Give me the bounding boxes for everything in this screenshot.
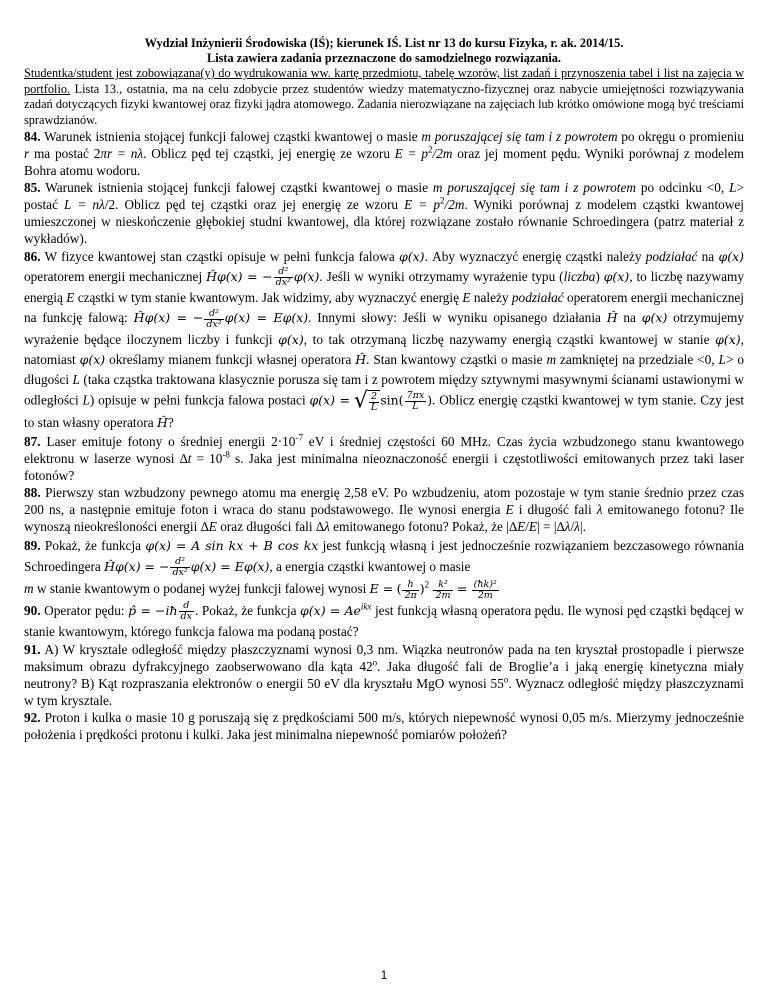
problem-89: 89. Pokaż, że funkcja φ(x) = A sin kx + B cos kx jest funkcją własną i jest jednocześnie rozwiązaniem bezczasowego równania Schroedingera Ĥφ(x) = − $\frac{\text{d²}}{\text{dx²}}$ φ(x) = Eφ(x), a energia cząstki kwantowej o masie m w stanie kwantowym o podanej wyżej funkcji falowej wynosi E = ( $\frac{h}{2\pi}$ )$^2$ $\frac{\text{k²}}{2m}$ = $\frac{\text{(ħk)²}}{2m}$ <box>24 537 745 601</box>
sqrt-2-over-L: √ $\frac{2}{L}$ <box>354 390 380 413</box>
fraction-d2-dx2: $\frac{\text{d²}}{\text{dx²}}$ <box>275 266 291 289</box>
fraction-d-dx: $\frac{d}{dx}$ <box>180 600 192 623</box>
problem-87: 87. Laser emituje fotony o średniej energii $2\cdot 10^{-7}$ eV i średniej częstości 60 MHz. Czas życia wzbudzonego stanu kwantowego elektronu w laserze wynosi $\Delta t = 10^{-8}$ s. Jaka jest minimalna nieoznaczoność energii i częstotliwości emitowanych przez taki laser fotonów? <box>24 432 744 483</box>
intro-paragraph <box>24 66 744 128</box>
problem-86: 86. W fizyce kwantowej stan cząstki opisuje w pełni funkcja falowa φ(x). Aby wyznaczyć energię cząstki należy podziałać na φ(x) operatorem energii mechanicznej Ĥφ(x) = − $\frac{\text{d²}}{\text{dx²}}$ φ(x). Jeśli w wyniki otrzymamy wyrażenie typu (liczba) φ(x), to liczbę nazywamy energią E cząstki w tym stanie kwantowym. Jak widzimy, aby wyznaczyć energię E należy podziałać operatorem energii mechanicznej na funkcję falową: Ĥφ(x) = − $\frac{\text{d²}}{\text{dx²}}$ φ(x) = Eφ(x). Innymi słowy: Jeśli w wyniku opisanego działania Ĥ na φ(x) otrzymujemy wyrażenie będące iloczynem liczby i funkcji φ(x), to tak otrzymaną liczbę nazywamy energią cząstki kwantowej w stanie φ(x), natomiast φ(x) określamy mianem funkcji własnej operatora Ĥ. Stan kwantowy cząstki o masie m zamkniętej na przedziale <0, L> o długości L (taka cząstka traktowana klasycznie porusza się tam i z powrotem między sztywnymi masywnymi ścianami ustawionymi w odległości L) opisuje w pełni funkcja falowa postaci φ(x) = √ $\frac{2}{L}$ sin( $\frac{7\pi x}{L}$ ). Oblicz energię cząstki kwantowej w tym stanie. Czy jest to stan własny operatora Ĥ? <box>24 249 745 430</box>
intro-rest: Lista 13., ostatnia, ma na celu zdobycie przez studentów wiedzy matematyczno-fizycznej oraz nabycie umiejętności rozwiązywania zadań dotyczących fizyki kwantowej oraz fizyki jądra atomowego. Zadania nierozwiązane na zajęciach lub krótko omówione mogą być treściami sprawdzianów. <box>24 81 744 127</box>
problem-85: 85. Warunek istnienia stojącej funkcji falowej cząstki kwantowej o masie m poruszającej się tam i z powrotem po odcinku <0, L> postać L = nλ/2. Oblicz pęd tej cząstki oraz jej energię ze wzoru $E = p^2/2m$. Wyniki porównaj z modelem cząstki kwantowej umieszczonej w nieskończenie głębokiej studni kwantowej, dla której rozwiązane zostało równanie Schroedingera (patrz materiał z wykładów). <box>24 180 744 246</box>
fraction-hk2-2m: $\frac{\text{(ħk)²}}{2m}$ <box>473 578 497 601</box>
problem-91: 91. A) W krysztale odległość między płaszczyznami wynosi 0,3 nm. Wiązka neutronów pada na ten kryształ prostopadle i pierwsze maksimum obrazu dyfrakcyjnego zaobserwowano dla kąta 42$^o$. Jaka długość fali de Broglie’a i jaką energię kinetyczna miały neutrony? B) Kąt rozpraszania elektronów o energii 50 eV dla kryształu MgO wynosi 55$^o$. Wyznacz odległość między płaszczyznami w tym krysztale. <box>24 642 744 709</box>
fraction-d2-dx2-b: $\frac{\text{d²}}{\text{dx²}}$ <box>206 307 222 330</box>
fraction-h-2pi: $\frac{h}{2\pi}$ <box>404 578 417 601</box>
header-line-1: Wydział Inżynierii Środowiska (IŚ); kierunek IŚ. List nr 13 do kursu Fizyka, r. ak. 2014/15. <box>144 36 624 50</box>
fraction-k2-2m: $\frac{\text{k²}}{2m}$ <box>435 578 451 601</box>
page-number: 1 <box>380 968 388 982</box>
intro-underlined: Studentka/student jest zobowiązana(y) do wydrukowania ww. kartę przedmiotu, tabelę wzorów, list zadań i przynoszenia tabel i list na zajęcia w portfolio. <box>24 66 744 96</box>
fraction-7pix-L: $\frac{7\pi x}{L}$ <box>406 389 425 412</box>
fraction-d2-dx2-c: $\frac{\text{d²}}{\text{dx²}}$ <box>172 556 188 579</box>
problem-88: 88. Pierwszy stan wzbudzony pewnego atomu ma energię 2,58 eV. Po wzbudzeniu, atom pozostaje w tym stanie średnio przez czas 200 ns, a następnie emituje foton i wraca do stanu podstawowego. Ile wynosi energia E i długość fali λ emitowanego fotonu? Ile wynoszą nieokreśloności energii ∆E oraz długości fali ∆λ emitowanego fotonu? Pokaż, że |∆E/E| = |∆λ/λ|. <box>24 484 745 534</box>
problem-92: 92. Proton i kulka o masie 10 g poruszają się z prędkościami 500 m/s, których niepewność wynosi 0,05 m/s. Mierzymy jednocześnie położenia i prędkości protonu i kulki. Jaka jest minimalna niepewność pomiarów położeń? <box>24 710 744 743</box>
problem-84: 84. Warunek istnienia stojącej funkcji falowej cząstki kwantowej o masie m poruszającej się tam i z powrotem po okręgu o promieniu r ma postać 2πr = nλ. Oblicz pęd tej cząstki, jej energię ze wzoru $E = p^2/2m$ oraz jej moment pędu. Wyniki porównaj z modelem Bohra atomu wodoru. <box>24 129 744 178</box>
document-page <box>24 36 744 743</box>
problem-90: 90. Operator pędu: p̂ = −iħ $\frac{d}{dx}$ . Pokaż, że funkcja $\varphi(x) = Ae^{ikx}$ jest funkcją własną operatora pędu. Ile wynosi pęd cząstki będącej w stanie kwantowym, którego funkcja falowa ma podaną postać? <box>24 600 744 640</box>
header-line-2: Lista zawiera zadania przeznaczone do samodzielnego rozwiązania. <box>207 51 561 65</box>
